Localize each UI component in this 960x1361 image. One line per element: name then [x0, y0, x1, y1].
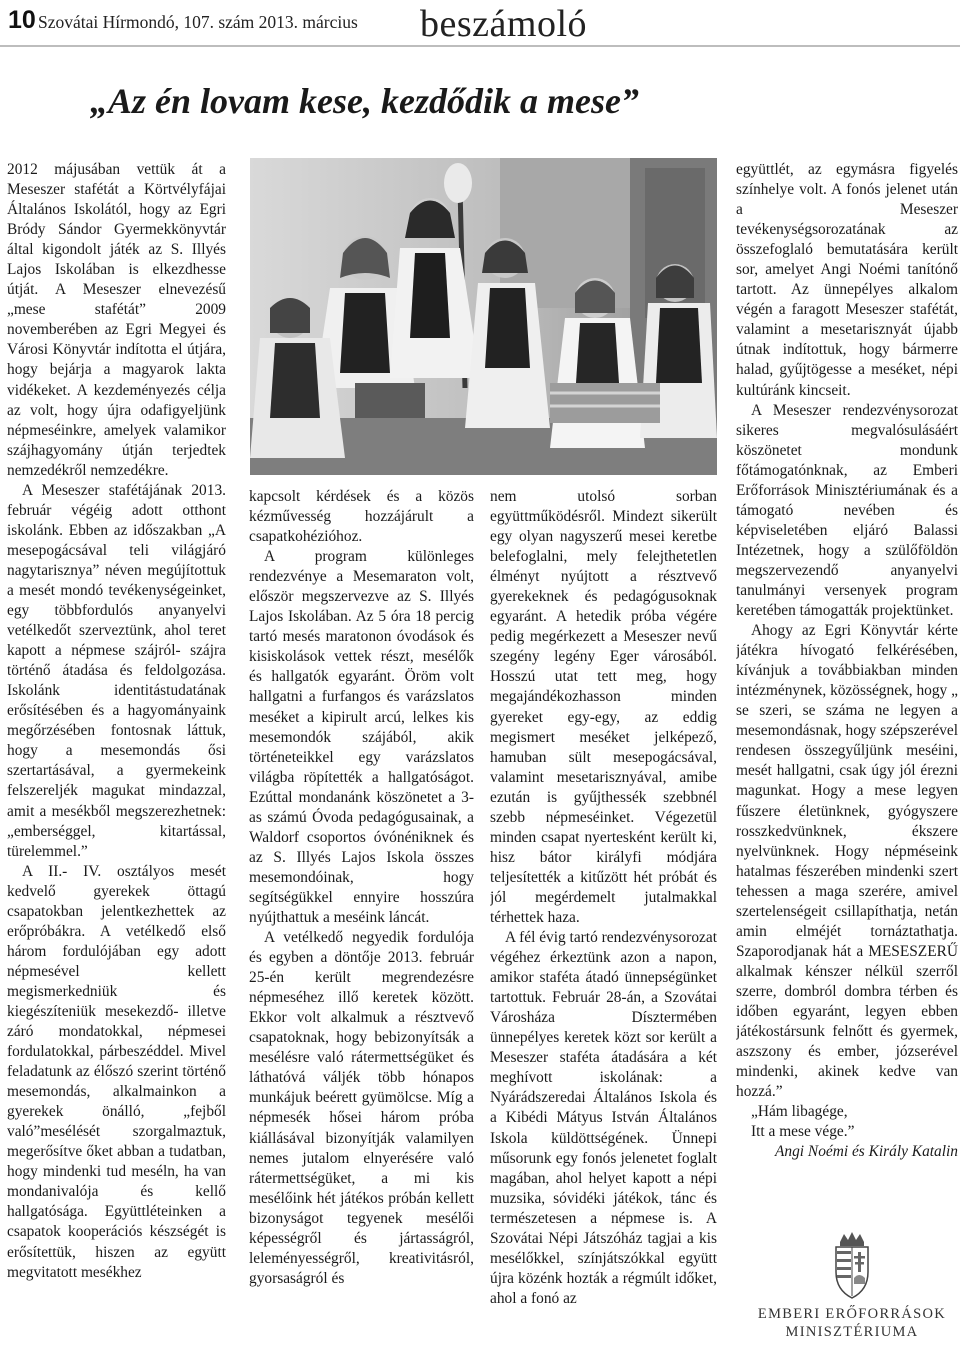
- article-signature: Angi Noémi és Király Katalin: [775, 1143, 958, 1161]
- article-headline: „Az én lovam kese, kezdődik a mese”: [90, 81, 639, 121]
- paragraph: 2012 májusában vettük át a Meseszer stafétát a Körtvélyfájai Általános Iskolától, hogy az Egri Bródy Sándor Gyermekkönyvtár által kigondolt játék az S. Illyés Lajos Iskolában is elkezdhesse útját. A Meseszer elnevezésű „mese stafétát” 2009 novemberében az Egri Megyei és Városi Könyvtár indította el útjára, hogy bejárja a magyarok lakta vidékeket. A kezdeményezés célja az volt, hogy újra odafigyeljünk népmeséinkre, amelyek valamikor szájhagyomány útján terjedtek nemzedékről nemzedékre.: [7, 161, 226, 479]
- paragraph: együttlét, az egymásra figyelés színhelye volt. A fonós jelenet után a Meseszer tevékenységsorozatának az összefoglaló bemutatására került sor, amelyet Angi Noémi tanítónő tartott. Az ünnepélyes alkalom végén a faragott Meseszer stafétát, valamint a mesetarisznyát újabb útnak indítottuk, hogy bármerre halad, gyűjtögesse a meséket, népi kultúránk kincseit.: [736, 161, 958, 399]
- verse-line: „Hám libagége,: [751, 1103, 848, 1121]
- paragraph: A vetélkedő negyedik fordulója és egyben a döntője 2013. február 25-én került megrendezésre népmeséhez illő keretek között. Ekkor volt alkalmuk a résztvevő csapatoknak, hogy bebizonyítsák a mesélésre való rátermettségüket és láthatóvá váljék több hónapos munkájuk beérett gyümölcse. Míg a népmesék hősei három próba kiállásával bizonyítják valamilyen nemes jutalom elnyerésére való rátermettségüket, a mi kis mesélőink hét játékos próbán kellett bizonyságot tegyenek mesélői képességről és jártasságról, leleményességről, kreativitásról, gyorsaságról és: [249, 929, 474, 1287]
- page-number: 10: [8, 6, 36, 34]
- paragraph: nem utolsó sorban együttműködésről. Mindezt sikerült egy olyan nagyszerű mesei keretbe belefoglalni, mely felejthetetlen élményt nyújtott a résztvevő gyerekeknek és pedagógusoknak egyaránt. A hetedik próba végére pedig megérkezett a Meseszer nevű szegény legény Eger városából. Hosszú utat tett meg, hogy megajándékozhasson minden gyereket egy-egy, az eddig megismert meséket jelképező, hamuban sült mesepogácsával, valamint mesetarisznyával, amibe ezután is gyűjthessék szebbnél szebb népmeséinket. Végezetül minden csapat nyertesként került ki, hisz bátor királyfi módjára teljesítették a kitűzött hét próbát és jól megérdemelt jutalmakkal térhettek haza.: [490, 488, 717, 926]
- paragraph: kapcsolt kérdések és a közös kézművesség hozzájárult a csapatkohézióhoz.: [249, 488, 474, 546]
- issue-title: Szovátai Hírmondó, 107. szám 2013. március: [38, 12, 358, 32]
- hungarian-coat-of-arms-icon: [772, 1232, 932, 1302]
- paragraph: A Meseszer stafétájának 2013. február végéig adott otthont iskolánk. Ebben az időszakban „A mesepogácsával teli világjáró nagytarisznya” néven megújítottuk a mesét mondó tevékenységeinket, egy többfordulós anyanyelvi vetélkedőt szerveztünk, ahol teret kapott a népmese szájról- szájra történő átadása és feldolgozása. Iskolánk identitástudatának erősítésében és a hagyományaink megőrzésében fontosnak láttuk, hogy a mesemondás ősi szertartásával, a gyermekeink felszereljék magukat mindazzal, amit a mesékből megszerezhetnek: „emberséggel, kitartással, türelemmel.”: [7, 481, 226, 860]
- photo-children-spinning-tale-icon: [250, 158, 717, 475]
- paragraph: A program különleges rendezvénye a Mesemaraton volt, először megszervezve az S. Illyés Lajos Iskolában. Az 5 óra 18 percig tartó mesés maratonon óvodások és kisiskolások vettek részt, mesélők és hallgatók egyaránt. Öröm volt hallgatni a furfangos és varázslatos meséket a kipirult arcú, lelkes kis mesemondók szájából, akik történeteikkel egy varázslatos világba röpítették a hallgatóságot. Ezúttal mondanánk köszönetet a 3-as számú Óvoda pedagógusainak, a Waldorf csoportos óvónéniknek és az S. Illyés Lajos Iskola összes mesemondóinak, hogy segítségükkel ennyire hosszúra nyújthattuk a meséink láncát.: [249, 548, 474, 926]
- paragraph: A II.- IV. osztályos mesét kedvelő gyerekek öttagú csapatokban jelentkezhettek az erőpróbákra. A vetélkedő első három fordulójában egy adott népmesével kellett megismerkedniük és kiegészíteniük mesekezdő- illetve záró mondatokkal, népmesei fordulatokkal, párbeszéddel. Mivel feladatunk az élőszó szerint történő mesemondás, alkalmainkon a gyerekek önálló, „fejből való”mesélését szorgalmaztuk, megerősítve őket abban a tudatban, hogy mindenki tud meséln, ha van mondanivalója és kellő hallgatósága. Együttléteinken a csapatok kooperációs készségét is erősítettük, hiszen az együtt megvitatott mesékhez: [7, 862, 226, 1281]
- ministry-name-line-2: MINISZTÉRIUMA: [785, 1324, 919, 1340]
- verse-line: Itt a mese vége.”: [751, 1123, 855, 1141]
- text-column-4: [736, 160, 958, 1220]
- header-rule: [0, 45, 960, 47]
- paragraph: A Meseszer rendezvénysorozat sikeres megvalósulásáért köszönetet mondunk főtámogatónknak, az Emberi Erőforrások Minisztériumának és a támogató nevében és képviseletében eljáró Balassi Intézetnek, hogy a szülőföldön megszervezendő anyanyelvi tanulmányi versenyek program keretében támogatták projektünket.: [736, 401, 958, 620]
- text-column-1: [7, 160, 226, 1355]
- paragraph: A fél évig tartó rendezvénysorozat végéhez érkeztünk azon a napon, amikor staféta átadó ünnepségünket tartottuk. Február 28-án, a Szovátai Városháza Dísztermében ünnepélyes keretek közt sor került a Meseszer staféta átadására a két meghívott iskolának: a Nyárádszeredai Általános Iskola és a Kibédi Mátyus István Általános Iskola küldöttségének. Ünnepi műsorunk egy fonós jelenetet foglalt magában, ahol helyet kapott a népi muzsika, sóvidéki játékok, tánc és természetesen a népmese is. A Szovátai Népi Játszóház tagjai a kis mesélőkkel, színjátszókkal együtt újra közénk hozták a régmúlt időket, ahol a fonó az: [490, 929, 717, 1307]
- ministry-name-line-1: EMBERI ERŐFORRÁSOK: [757, 1306, 947, 1322]
- text-column-2: [249, 487, 474, 1355]
- section-label: beszámoló: [420, 3, 588, 45]
- text-column-3: [490, 487, 717, 1355]
- article-photo: [250, 158, 717, 475]
- ministry-name: [752, 1305, 952, 1341]
- paragraph: Ahogy az Egri Könyvtár kérte játékra hívogató felkérésében, kívánjuk a továbbiakban minden intézménynek, közösségnek, hogy „ se szeri, se száma ne legyen a mesemondásnak, hogy szépszerével rendesen összegyűljünk meséini, mesét hallgatni, csak úgy jól érezni magunkat. Hogy a mese legyen fűszere életünknek, gyógyszere rosszkedvünknek, ékszere nyelvünknek. Hogy népméseink hatalmas fészerében mindenki szert tehessen a maga szerére, amivel szertelenségeit csillapíthatja, netán amin elméjét tornáztathatja. Szaporodjanak hát a MESESZERŰ alkalmak kénszer nélkül szerről szerre, dombról dombra térben és időben egyaránt, legyen ebben játékostársunk felnőtt és gyermek, aszszony és ember, józserével mindenki, akinek kedve van hozzá.”: [736, 622, 958, 1101]
